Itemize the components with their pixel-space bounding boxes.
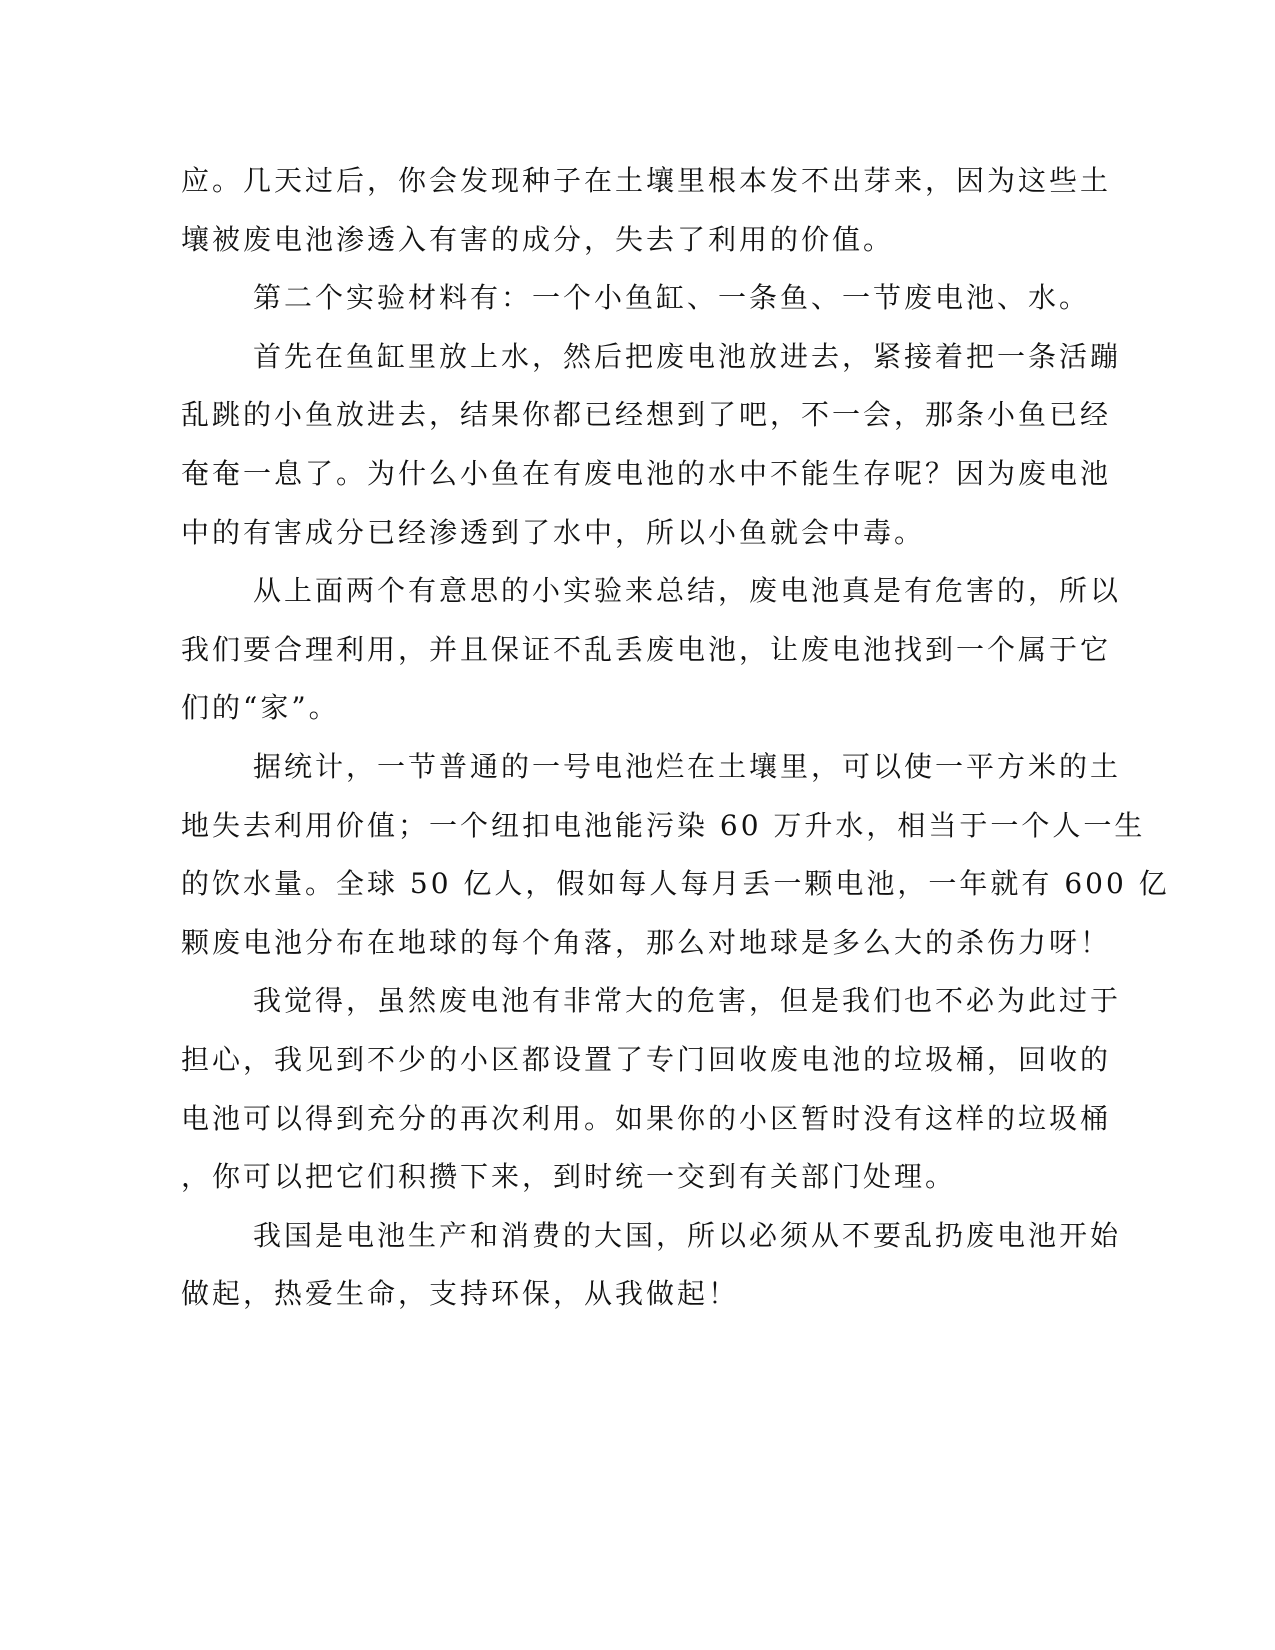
text-line: 的饮水量。全球 50 亿人，假如每人每月丢一颗电池，一年就有 600 亿 — [181, 867, 1170, 901]
text-line: 担心，我见到不少的小区都设置了专门回收废电池的垃圾桶，回收的 — [181, 1042, 1112, 1076]
text-line: 应。几天过后，你会发现种子在土壤里根本发不出芽来，因为这些土 — [181, 164, 1112, 197]
text-line: 乱跳的小鱼放进去，结果你都已经想到了吧，不一会，那条小鱼已经 — [181, 398, 1112, 432]
text-line: 电池可以得到充分的再次利用。如果你的小区暂时没有这样的垃圾桶 — [181, 1101, 1112, 1135]
text-line: 颗废电池分布在地球的每个角落，那么对地球是多么大的杀伤力呀！ — [181, 925, 1112, 959]
text-line: 地失去利用价值；一个纽扣电池能污染 60 万升水，相当于一个人一生 — [181, 808, 1146, 842]
paragraph-start: 首先在鱼缸里放上水，然后把废电池放进去，紧接着把一条活蹦 — [253, 339, 1122, 373]
text-line: 们的“家”。 — [181, 691, 340, 725]
text-line: 我们要合理利用，并且保证不乱丢废电池，让废电池找到一个属于它 — [181, 632, 1112, 666]
text-line: 中的有害成分已经渗透到了水中，所以小鱼就会中毒。 — [181, 515, 926, 549]
text-line: 做起，热爱生命，支持环保，从我做起！ — [181, 1277, 740, 1311]
text-line: 奄奄一息了。为什么小鱼在有废电池的水中不能生存呢？因为废电池 — [181, 456, 1112, 490]
paragraph-start: 从上面两个有意思的小实验来总结，废电池真是有危害的，所以 — [253, 574, 1122, 608]
text-line: ，你可以把它们积攒下来，到时统一交到有关部门处理。 — [181, 1160, 957, 1194]
paragraph-start: 我觉得，虽然废电池有非常大的危害，但是我们也不必为此过于 — [253, 984, 1122, 1018]
paragraph-start: 据统计，一节普通的一号电池烂在土壤里，可以使一平方米的土 — [253, 749, 1122, 783]
paragraph-start: 我国是电池生产和消费的大国，所以必须从不要乱扔废电池开始 — [253, 1218, 1122, 1252]
document-body — [181, 152, 1170, 1324]
paragraph-start: 第二个实验材料有：一个小鱼缸、一条鱼、一节废电池、水。 — [253, 281, 1091, 315]
text-line: 壤被废电池渗透入有害的成分，失去了利用的价值。 — [181, 222, 895, 256]
